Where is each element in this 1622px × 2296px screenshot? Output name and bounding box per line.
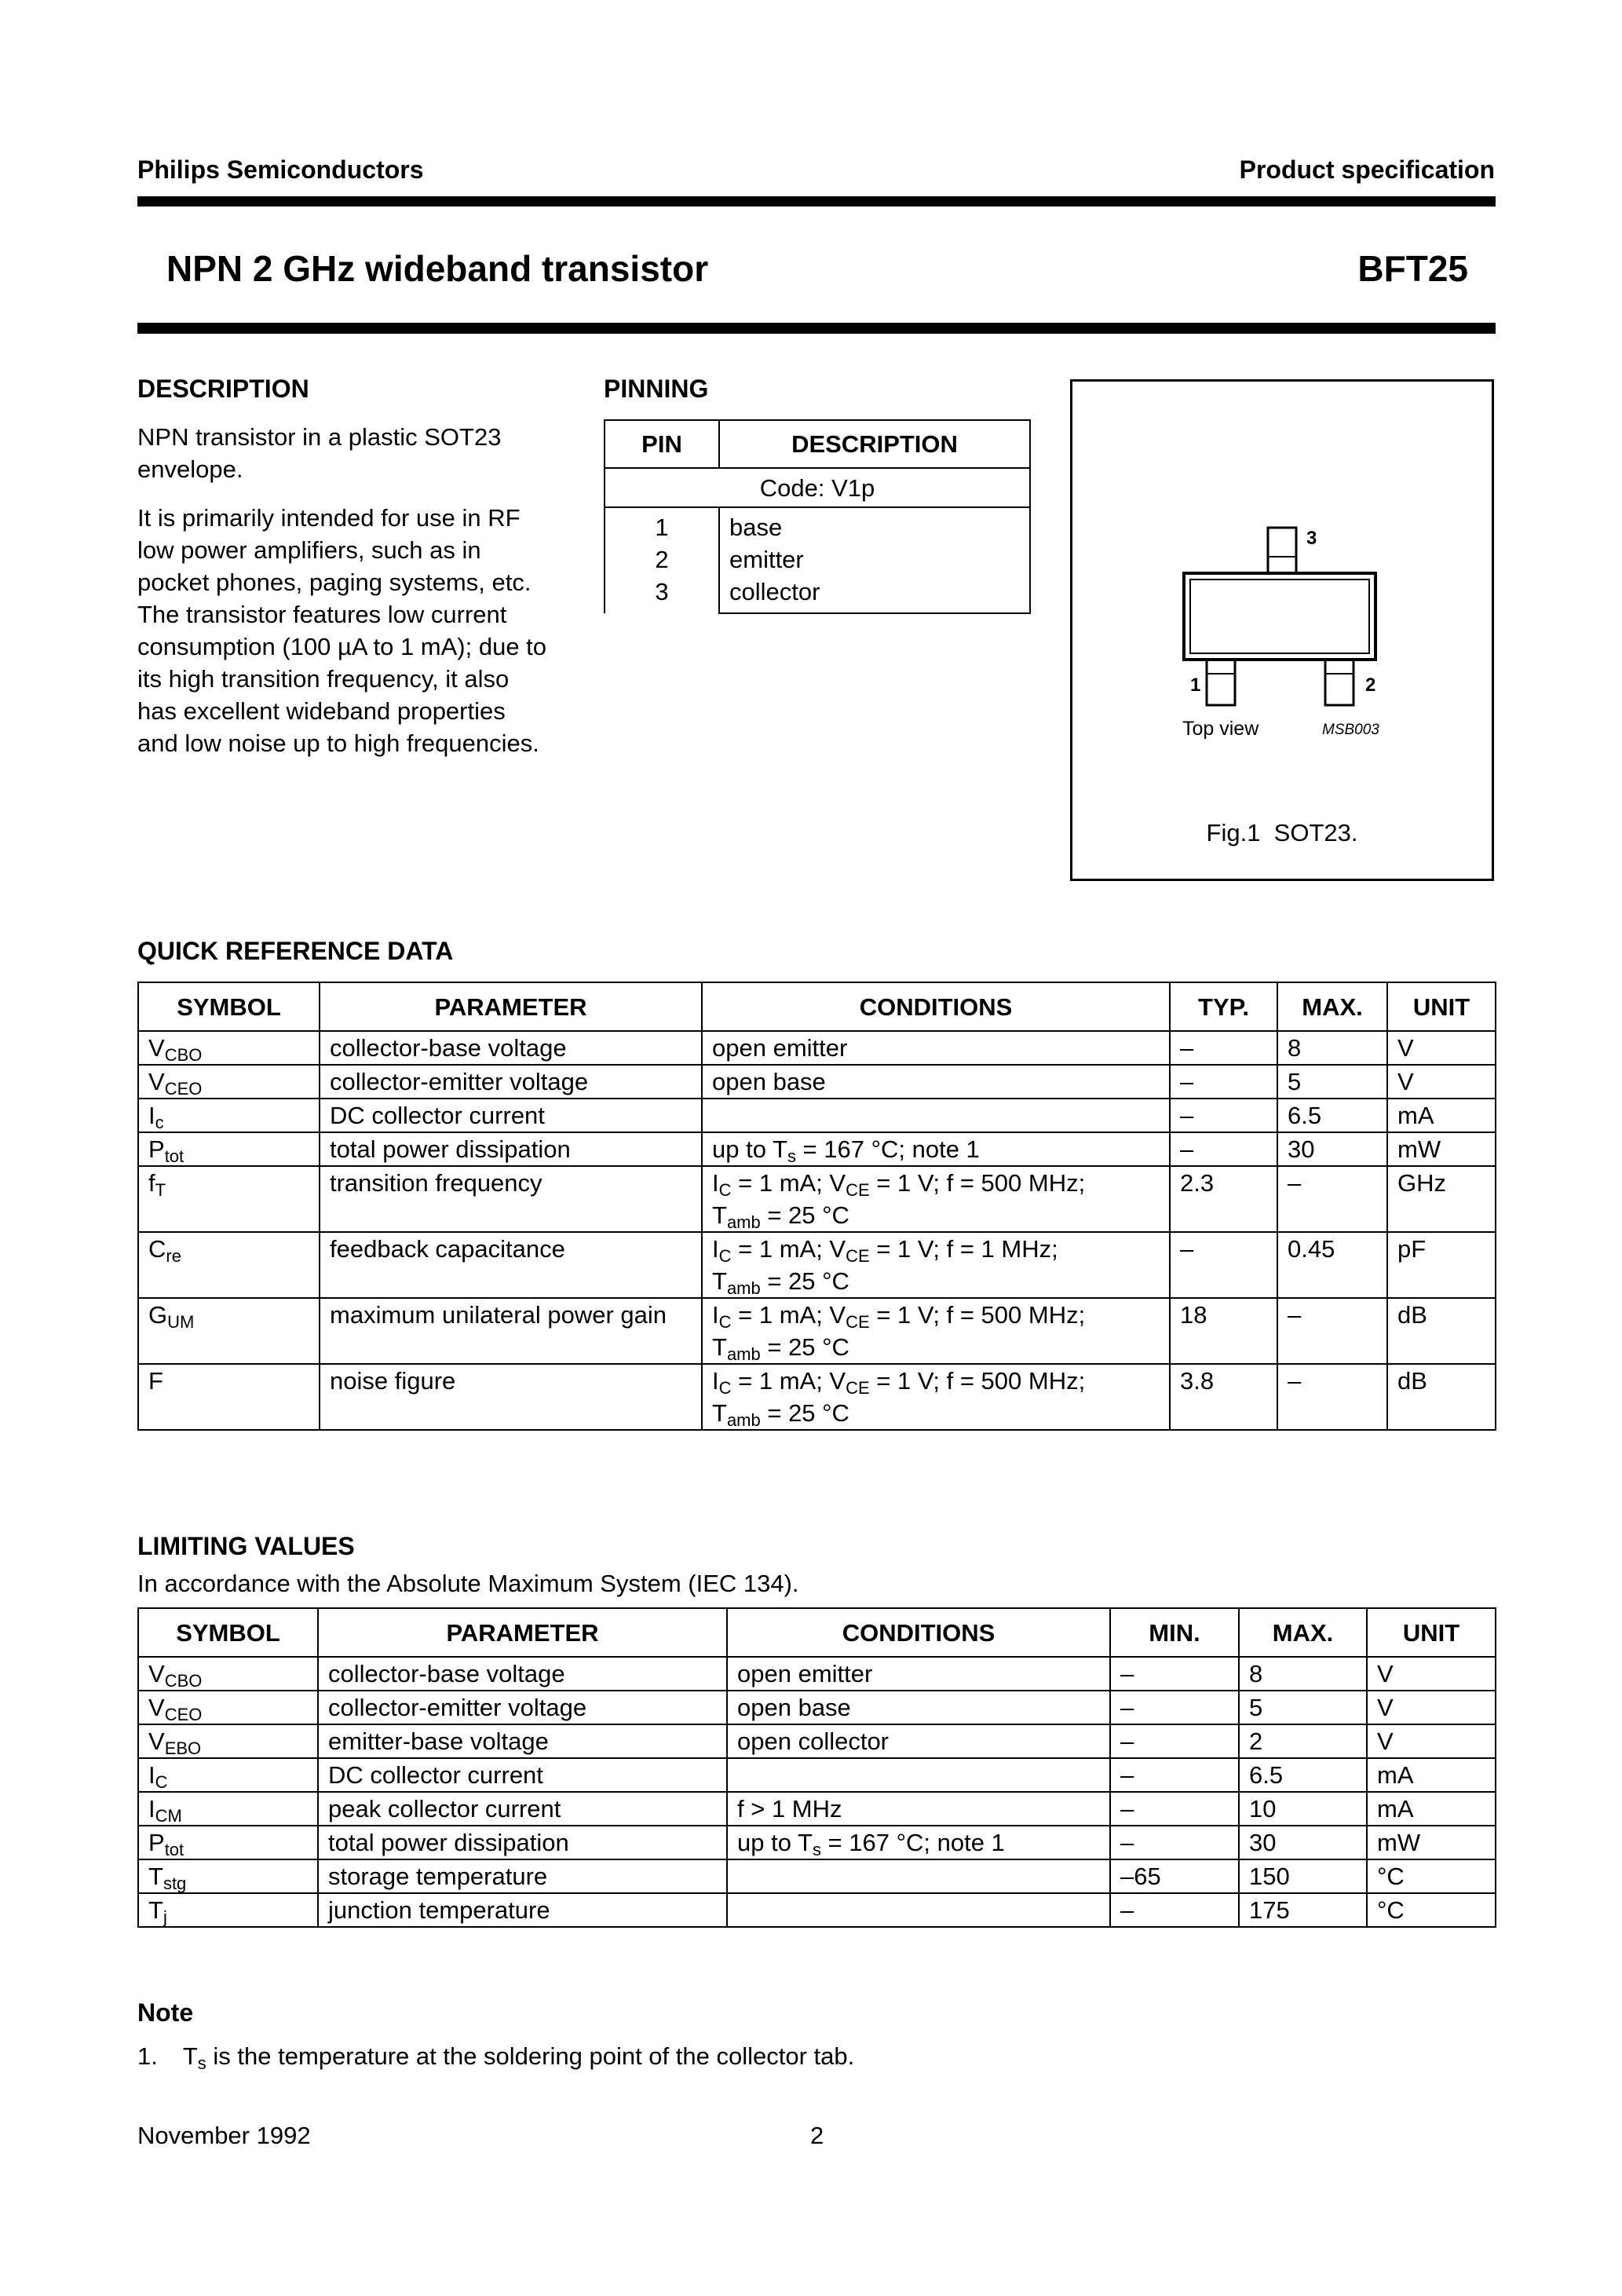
parameter-cell: collector-base voltage (320, 1031, 702, 1065)
page-number: 2 (810, 2122, 824, 2149)
pin-number (605, 507, 719, 613)
col-parameter: PARAMETER (320, 982, 702, 1031)
symbol-cell: $V_{EBO}$ (138, 1724, 318, 1758)
text-line: and low noise up to high frequencies. (137, 729, 539, 757)
table-row (138, 1132, 1496, 1166)
document-type: Product specification (1239, 155, 1495, 184)
max-cell: 150 (1239, 1859, 1367, 1893)
description-heading: DESCRIPTION (137, 375, 309, 403)
unit-cell: V (1367, 1657, 1496, 1691)
parameter-cell: noise figure (320, 1364, 702, 1430)
limiting-subtitle: In accordance with the Absolute Maximum System (IEC 134). (137, 1570, 799, 1597)
quick-ref-heading: QUICK REFERENCE DATA (137, 937, 454, 965)
unit-cell: °C (1367, 1893, 1496, 1927)
table-row (138, 1232, 1496, 1298)
unit-cell: V (1387, 1065, 1496, 1099)
col-symbol: SYMBOL (138, 1608, 318, 1657)
min-cell: – (1110, 1657, 1239, 1691)
header-rule-top (137, 196, 1496, 207)
max-cell: 175 (1239, 1893, 1367, 1927)
conditions-cell: $I_C = 1$ mA; $V_{CE} = 1$ V; f = 500 MHz; $T_{amb} = 25$ °C (702, 1166, 1170, 1232)
fig-pin-label-3: 3 (1306, 528, 1317, 549)
text-line: consumption (100 µA to 1 mA); due to (137, 633, 547, 660)
symbol-cell: $V_{CEO}$ (138, 1065, 320, 1099)
unit-cell: V (1387, 1031, 1496, 1065)
unit-cell: mW (1367, 1826, 1496, 1859)
unit-cell: V (1367, 1691, 1496, 1724)
conditions-cell: up to $T_s = 167$ °C; note 1 (727, 1826, 1110, 1859)
max-cell: 30 (1277, 1132, 1387, 1166)
max-cell: 6.5 (1277, 1099, 1387, 1132)
table-row (605, 507, 1030, 613)
table-row (138, 1826, 1496, 1859)
col-conditions: CONDITIONS (727, 1608, 1110, 1657)
min-cell: – (1110, 1826, 1239, 1859)
col-min: MIN. (1110, 1608, 1239, 1657)
fig-pin-label-2: 2 (1365, 675, 1376, 696)
unit-cell: mA (1367, 1792, 1496, 1826)
table-row (138, 1065, 1496, 1099)
conditions-cell (702, 1099, 1170, 1132)
header-rule-bottom (137, 323, 1496, 334)
max-cell: 8 (1277, 1031, 1387, 1065)
min-cell: – (1110, 1724, 1239, 1758)
pinning-heading: PINNING (604, 375, 709, 403)
fig-view-label: Top view (1182, 718, 1259, 740)
min-cell: – (1110, 1691, 1239, 1724)
text-line: It is primarily intended for use in RF (137, 504, 521, 532)
table-row (138, 1792, 1496, 1826)
note-symbol-sub: s (197, 2053, 206, 2073)
unit-cell: °C (1367, 1859, 1496, 1893)
note-text: is the temperature at the soldering point of the collector tab. (206, 2042, 855, 2070)
table-row (138, 1298, 1496, 1364)
conditions-cell: open emitter (702, 1031, 1170, 1065)
conditions-cell (727, 1859, 1110, 1893)
parameter-cell: emitter-base voltage (318, 1724, 727, 1758)
description-text (137, 421, 577, 759)
text-line: has excellent wideband properties (137, 697, 506, 725)
max-cell: 5 (1239, 1691, 1367, 1724)
symbol-cell: $I_C$ (138, 1758, 318, 1792)
max-cell: 2 (1239, 1724, 1367, 1758)
note-heading: Note (137, 1998, 194, 2027)
sot23-outline-drawing (1072, 382, 1492, 879)
min-cell: – (1110, 1893, 1239, 1927)
table-row (138, 1859, 1496, 1893)
pin-1: 1 (655, 514, 669, 541)
symbol-cell: $I_{CM}$ (138, 1792, 318, 1826)
max-cell: – (1277, 1298, 1387, 1364)
pin-2-desc: emitter (729, 546, 804, 573)
parameter-cell: collector-base voltage (318, 1657, 727, 1691)
package-figure (1070, 379, 1494, 881)
limiting-heading: LIMITING VALUES (137, 1532, 355, 1560)
symbol-cell: $C_{re}$ (138, 1232, 320, 1298)
part-number: BFT25 (1357, 248, 1468, 289)
table-row (138, 1364, 1496, 1430)
parameter-cell: storage temperature (318, 1859, 727, 1893)
max-cell: – (1277, 1166, 1387, 1232)
col-symbol: SYMBOL (138, 982, 320, 1031)
pin-3: 3 (655, 578, 669, 605)
max-cell: 0.45 (1277, 1232, 1387, 1298)
table-row (138, 1724, 1496, 1758)
col-parameter: PARAMETER (318, 1608, 727, 1657)
col-typ: TYP. (1170, 982, 1277, 1031)
conditions-cell: up to $T_s = 167$ °C; note 1 (702, 1132, 1170, 1166)
table-row (138, 1691, 1496, 1724)
symbol-cell: $T_j$ (138, 1893, 318, 1927)
quick-ref-table (137, 982, 1496, 1431)
conditions-cell: open emitter (727, 1657, 1110, 1691)
typ-cell: 2.3 (1170, 1166, 1277, 1232)
description-p2 (137, 502, 577, 759)
symbol-cell: $V_{CBO}$ (138, 1657, 318, 1691)
pin-description (719, 507, 1030, 613)
col-max: MAX. (1239, 1608, 1367, 1657)
unit-cell: GHz (1387, 1166, 1496, 1232)
unit-cell: mA (1367, 1758, 1496, 1792)
fig-caption: Fig.1 SOT23. (1206, 819, 1358, 846)
symbol-cell: F (138, 1364, 320, 1430)
conditions-cell: $I_C = 1$ mA; $V_{CE} = 1$ V; f = 1 MHz; $T_{amb} = 25$ °C (702, 1232, 1170, 1298)
description-p1 (137, 421, 577, 485)
pin-2: 2 (655, 546, 669, 573)
parameter-cell: junction temperature (318, 1893, 727, 1927)
symbol-cell: $f_T$ (138, 1166, 320, 1232)
pin-3-desc: collector (729, 578, 820, 605)
unit-cell: mA (1387, 1099, 1496, 1132)
text-line: low power amplifiers, such as in (137, 536, 481, 564)
max-cell: 6.5 (1239, 1758, 1367, 1792)
col-unit: UNIT (1387, 982, 1496, 1031)
symbol-cell: $P_{tot}$ (138, 1132, 320, 1166)
typ-cell: – (1170, 1031, 1277, 1065)
symbol-cell: $I_c$ (138, 1099, 320, 1132)
document-title: NPN 2 GHz wideband transistor (166, 248, 709, 289)
footer-date: November 1992 (137, 2122, 311, 2149)
min-cell: – (1110, 1758, 1239, 1792)
parameter-cell: feedback capacitance (320, 1232, 702, 1298)
max-cell: 8 (1239, 1657, 1367, 1691)
table-row (138, 1099, 1496, 1132)
col-unit: UNIT (1367, 1608, 1496, 1657)
max-cell: – (1277, 1364, 1387, 1430)
typ-cell: 18 (1170, 1298, 1277, 1364)
typ-cell: – (1170, 1065, 1277, 1099)
table-row (138, 1031, 1496, 1065)
text-line: The transistor features low current (137, 601, 507, 628)
parameter-cell: collector-emitter voltage (318, 1691, 727, 1724)
conditions-cell: open base (702, 1065, 1170, 1099)
parameter-cell: maximum unilateral power gain (320, 1298, 702, 1364)
min-cell: –65 (1110, 1859, 1239, 1893)
parameter-cell: peak collector current (318, 1792, 727, 1826)
fig-pin-label-1: 1 (1190, 675, 1201, 696)
parameter-cell: total power dissipation (320, 1132, 702, 1166)
unit-cell: mW (1387, 1132, 1496, 1166)
text-line: NPN transistor in a plastic SOT23 (137, 423, 502, 451)
parameter-cell: DC collector current (320, 1099, 702, 1132)
max-cell: 5 (1277, 1065, 1387, 1099)
company-name: Philips Semiconductors (137, 155, 424, 184)
pin-1-desc: base (729, 514, 783, 541)
note-number: 1. (137, 2042, 158, 2070)
table-row (138, 1893, 1496, 1927)
symbol-cell: $T_{stg}$ (138, 1859, 318, 1893)
parameter-cell: total power dissipation (318, 1826, 727, 1859)
typ-cell: 3.8 (1170, 1364, 1277, 1430)
limiting-table (137, 1607, 1496, 1928)
table-row (138, 1758, 1496, 1792)
typ-cell: – (1170, 1232, 1277, 1298)
conditions-cell: $I_C = 1$ mA; $V_{CE} = 1$ V; f = 500 MHz; $T_{amb} = 25$ °C (702, 1298, 1170, 1364)
parameter-cell: transition frequency (320, 1166, 702, 1232)
text-line: its high transition frequency, it also (137, 665, 510, 693)
conditions-cell: open collector (727, 1724, 1110, 1758)
pinning-table (604, 419, 1031, 614)
text-line: pocket phones, paging systems, etc. (137, 569, 532, 596)
description-column-header: DESCRIPTION (719, 420, 1030, 468)
conditions-cell: $I_C = 1$ mA; $V_{CE} = 1$ V; f = 500 MHz; $T_{amb} = 25$ °C (702, 1364, 1170, 1430)
unit-cell: V (1367, 1724, 1496, 1758)
table-row (138, 1166, 1496, 1232)
note-1 (137, 2040, 854, 2072)
max-cell: 10 (1239, 1792, 1367, 1826)
symbol-cell: $G_{UM}$ (138, 1298, 320, 1364)
package-code: Code: V1p (605, 468, 1030, 507)
parameter-cell: DC collector current (318, 1758, 727, 1792)
pin-column-header: PIN (605, 420, 719, 468)
unit-cell: pF (1387, 1232, 1496, 1298)
typ-cell: – (1170, 1132, 1277, 1166)
symbol-cell: $V_{CBO}$ (138, 1031, 320, 1065)
symbol-cell: $V_{CEO}$ (138, 1691, 318, 1724)
table-row (138, 1657, 1496, 1691)
typ-cell: – (1170, 1099, 1277, 1132)
conditions-cell (727, 1758, 1110, 1792)
col-conditions: CONDITIONS (702, 982, 1170, 1031)
conditions-cell: f > 1 MHz (727, 1792, 1110, 1826)
text-line: envelope. (137, 455, 243, 483)
col-max: MAX. (1277, 982, 1387, 1031)
unit-cell: dB (1387, 1364, 1496, 1430)
max-cell: 30 (1239, 1826, 1367, 1859)
min-cell: – (1110, 1792, 1239, 1826)
conditions-cell: open base (727, 1691, 1110, 1724)
fig-code: MSB003 (1322, 722, 1379, 738)
symbol-cell: $P_{tot}$ (138, 1826, 318, 1859)
unit-cell: dB (1387, 1298, 1496, 1364)
conditions-cell (727, 1893, 1110, 1927)
parameter-cell: collector-emitter voltage (320, 1065, 702, 1099)
note-symbol: T (182, 2042, 198, 2070)
